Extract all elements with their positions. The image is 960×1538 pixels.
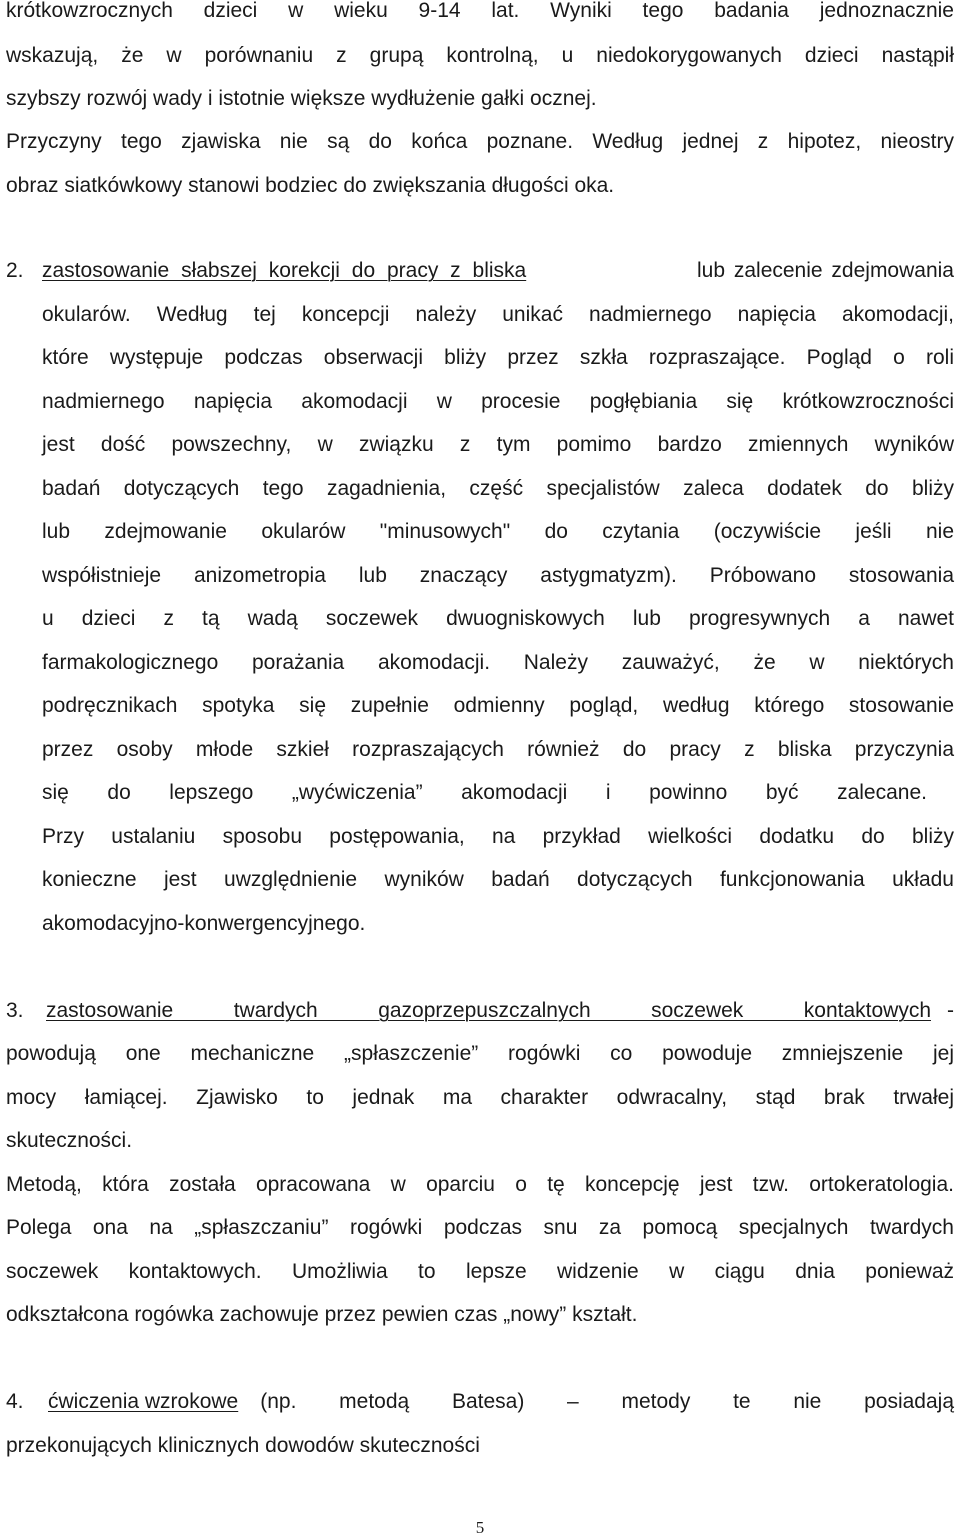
item-2-heading: zastosowanie słabszej korekcji do pracy z bliska xyxy=(42,259,527,282)
item-3-dash: - xyxy=(947,999,954,1022)
item-3-line-2: mocy łamiącej. Zjawisko to jednak ma charakter odwracalny, stąd brak trwałej xyxy=(6,1086,954,1109)
item-2-heading-wrap xyxy=(42,258,954,284)
item-2-line-3: nadmiernego napięcia akomodacji w procesie pogłębiania się krótkowzroczności xyxy=(42,390,954,413)
item-2-number: 2. xyxy=(6,259,24,282)
item-2-line-5: badań dotyczących tego zagadnienia, część specjalistów zaleca dodatek do bliży xyxy=(42,477,954,500)
item-2-line-6: lub zdejmowanie okularów "minusowych" do czytania (oczywiście jeśli nie xyxy=(42,520,954,543)
intro-line-1: krótkowzrocznych dzieci w wieku 9-14 lat. Wyniki tego badania jednoznacznie xyxy=(6,0,954,22)
page-number: 5 xyxy=(475,1518,485,1537)
item-3-line-6: soczewek kontaktowych. Umożliwia to lepsze widzenie w ciągu dnia ponieważ xyxy=(6,1260,954,1283)
intro-line-3: szybszy rozwój wady i istotnie większe wydłużenie gałki ocznej. xyxy=(6,87,597,110)
item-4-heading-wrap xyxy=(48,1389,954,1415)
item-2-heading-rest: lub zalecenie zdejmowania xyxy=(697,259,954,282)
item-3-number: 3. xyxy=(6,999,24,1022)
intro-line-5: obraz siatkówkowy stanowi bodziec do zwiększania długości oka. xyxy=(6,174,615,197)
item-2-line-15: akomodacyjno-konwergencyjnego. xyxy=(42,912,366,935)
item-4-heading-rest: (np. metodą Batesa) – metody te nie posiadają xyxy=(260,1390,954,1413)
item-2-line-8: u dzieci z tą wadą soczewek dwuogniskowych lub progresywnych a nawet xyxy=(42,607,954,630)
item-2-line-14: konieczne jest uwzględnienie wyników badań dotyczących funkcjonowania układu xyxy=(42,868,954,891)
item-3-heading-line xyxy=(6,998,954,1024)
item-3-line-5: Polega ona na „spłaszczaniu” rogówki podczas snu za pomocą specjalnych twardych xyxy=(6,1216,954,1239)
item-2-heading-line xyxy=(6,258,954,284)
item-2-line-10: podręcznikach spotyka się zupełnie odmienny pogląd, według którego stosowanie xyxy=(42,694,954,717)
item-4-line-1: przekonujących klinicznych dowodów skuteczności xyxy=(6,1434,480,1457)
item-3-heading: zastosowanie twardych gazoprzepuszczalnych soczewek kontaktowych xyxy=(46,999,931,1022)
item-2-line-13: Przy ustalaniu sposobu postępowania, na przykład wielkości dodatku do bliży xyxy=(42,825,954,848)
item-3-line-7: odkształcona rogówka zachowuje przez pewien czas „nowy” kształt. xyxy=(6,1303,638,1326)
item-3-line-4: Metodą, która została opracowana w oparciu o tę koncepcję jest tzw. ortokeratologia. xyxy=(6,1173,954,1196)
item-4-number: 4. xyxy=(6,1390,24,1413)
item-2-line-4: jest dość powszechny, w związku z tym pomimo bardzo zmiennych wyników xyxy=(42,433,954,456)
item-2-line-1: okularów. Według tej koncepcji należy unikać nadmiernego napięcia akomodacji, xyxy=(42,303,954,326)
item-4-heading-line xyxy=(6,1389,954,1415)
item-3-line-1: powodują one mechaniczne „spłaszczenie” rogówki co powoduje zmniejszenie jej xyxy=(6,1042,954,1065)
intro-line-2: wskazują, że w porównaniu z grupą kontrolną, u niedokorygowanych dzieci nastąpił xyxy=(6,44,954,67)
item-3-line-3: skuteczności. xyxy=(6,1129,133,1152)
intro-line-4: Przyczyny tego zjawiska nie są do końca poznane. Według jednej z hipotez, nieostry xyxy=(6,130,954,153)
item-2-line-9: farmakologicznego porażania akomodacji. Należy zauważyć, że w niektórych xyxy=(42,651,954,674)
item-4-heading: ćwiczenia wzrokowe xyxy=(48,1390,239,1413)
item-2-line-7: współistnieje anizometropia lub znaczący astygmatyzm). Próbowano stosowania xyxy=(42,564,954,587)
item-2-line-12: się do lepszego „wyćwiczenia” akomodacji i powinno być zalecane. xyxy=(42,781,927,804)
item-2-line-11: przez osoby młode szkieł rozpraszających również do pracy z bliska przyczynia xyxy=(42,738,954,761)
item-2-line-2: które występuje podczas obserwacji bliży przez szkła rozpraszające. Pogląd o roli xyxy=(42,346,954,369)
